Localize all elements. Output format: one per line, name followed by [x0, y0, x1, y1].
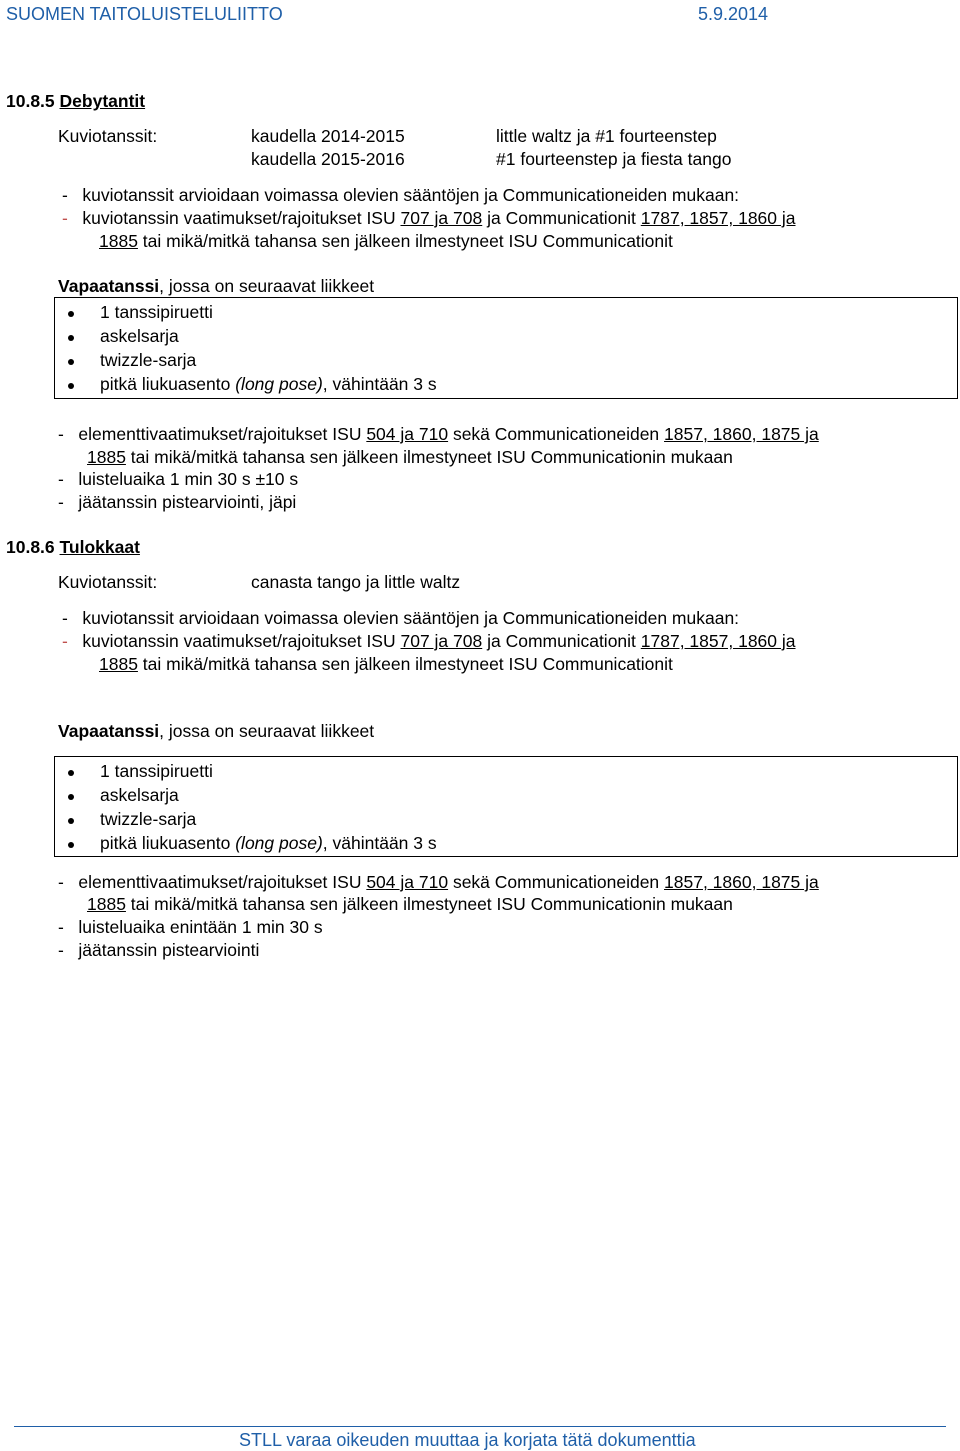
bullet-icon — [68, 335, 74, 341]
kuviotanssit-label: Kuviotanssit: — [58, 126, 158, 146]
free-dance-heading: Vapaatanssi, jossa on seuraavat liikkeet — [58, 276, 375, 296]
rule-element-requirements: - elementtivaatimukset/rajoitukset ISU 504 ja 710 sekä Communicationeiden 1857, 1860, 1875 ja — [58, 424, 819, 444]
section-number: 10.8.6 — [6, 537, 55, 557]
section-heading-tulokkaat — [6, 537, 140, 558]
rule-compulsory-requirements-cont: 1885 tai mikä/mitkä tahansa sen jälkeen ilmestyneet ISU Communicationit — [99, 654, 673, 674]
bullet-icon — [68, 359, 74, 365]
rule-element-requirements: - elementtivaatimukset/rajoitukset ISU 504 ja 710 sekä Communicationeiden 1857, 1860, 1875 ja — [58, 872, 819, 892]
season-label: kaudella 2014-2015 — [251, 126, 405, 146]
footer-text: STLL varaa oikeuden muuttaa ja korjata tätä dokumenttia — [239, 1430, 696, 1450]
rule-skating-time: - luisteluaika 1 min 30 s ±10 s — [58, 469, 299, 489]
rule-element-requirements-cont: 1885 tai mikä/mitkä tahansa sen jälkeen ilmestyneet ISU Communicationin mukaan — [87, 447, 733, 467]
rule-skating-time: - luisteluaika enintään 1 min 30 s — [58, 917, 323, 937]
section-title: Debytantit — [59, 91, 146, 111]
element-item: 1 tanssipiruetti — [100, 302, 213, 322]
bullet-icon — [68, 770, 74, 776]
bullet-icon — [68, 794, 74, 800]
free-dance-elements-box — [54, 297, 958, 399]
rule-scoring: - jäätanssin pistearviointi — [58, 940, 260, 960]
bullet-icon — [68, 383, 74, 389]
rule-scoring: - jäätanssin pistearviointi, jäpi — [58, 492, 297, 512]
rule-compulsory-requirements-cont: 1885 tai mikä/mitkä tahansa sen jälkeen ilmestyneet ISU Communicationit — [99, 231, 673, 251]
kuviotanssit-dances: canasta tango ja little waltz — [251, 572, 461, 592]
season-label: kaudella 2015-2016 — [251, 149, 405, 169]
rule-compulsory-requirements: - kuviotanssin vaatimukset/rajoitukset ISU 707 ja 708 ja Communicationit 1787, 1857, 1860 ja — [62, 631, 796, 651]
element-item: pitkä liukuasento (long pose), vähintään 3 s — [100, 833, 437, 853]
section-title: Tulokkaat — [59, 537, 140, 557]
rule-element-requirements-cont: 1885 tai mikä/mitkä tahansa sen jälkeen ilmestyneet ISU Communicationin mukaan — [87, 894, 733, 914]
kuviotanssit-label: Kuviotanssit: — [58, 572, 158, 592]
element-item: pitkä liukuasento (long pose), vähintään 3 s — [100, 374, 437, 394]
free-dance-elements-box — [54, 756, 958, 857]
element-item: 1 tanssipiruetti — [100, 761, 213, 781]
org-name: SUOMEN TAITOLUISTELULIITTO — [6, 4, 283, 24]
rule-compulsory-judging: - kuviotanssit arvioidaan voimassa olevien sääntöjen ja Communicationeiden mukaan: — [62, 185, 740, 205]
free-dance-heading: Vapaatanssi, jossa on seuraavat liikkeet — [58, 721, 375, 741]
bullet-icon — [68, 818, 74, 824]
footer-rule — [14, 1426, 946, 1427]
bullet-icon — [68, 311, 74, 317]
bullet-icon — [68, 842, 74, 848]
element-item: twizzle-sarja — [100, 809, 197, 829]
rule-compulsory-judging: - kuviotanssit arvioidaan voimassa olevien sääntöjen ja Communicationeiden mukaan: — [62, 608, 740, 628]
season-dances: #1 fourteenstep ja fiesta tango — [496, 149, 732, 169]
element-item: twizzle-sarja — [100, 350, 197, 370]
section-heading-debytantit — [6, 91, 145, 112]
season-dances: little waltz ja #1 fourteenstep — [496, 126, 717, 146]
element-item: askelsarja — [100, 785, 179, 805]
element-item: askelsarja — [100, 326, 179, 346]
header-date: 5.9.2014 — [698, 4, 769, 24]
section-number: 10.8.5 — [6, 91, 55, 111]
rule-compulsory-requirements: - kuviotanssin vaatimukset/rajoitukset ISU 707 ja 708 ja Communicationit 1787, 1857, 1860 ja — [62, 208, 796, 228]
